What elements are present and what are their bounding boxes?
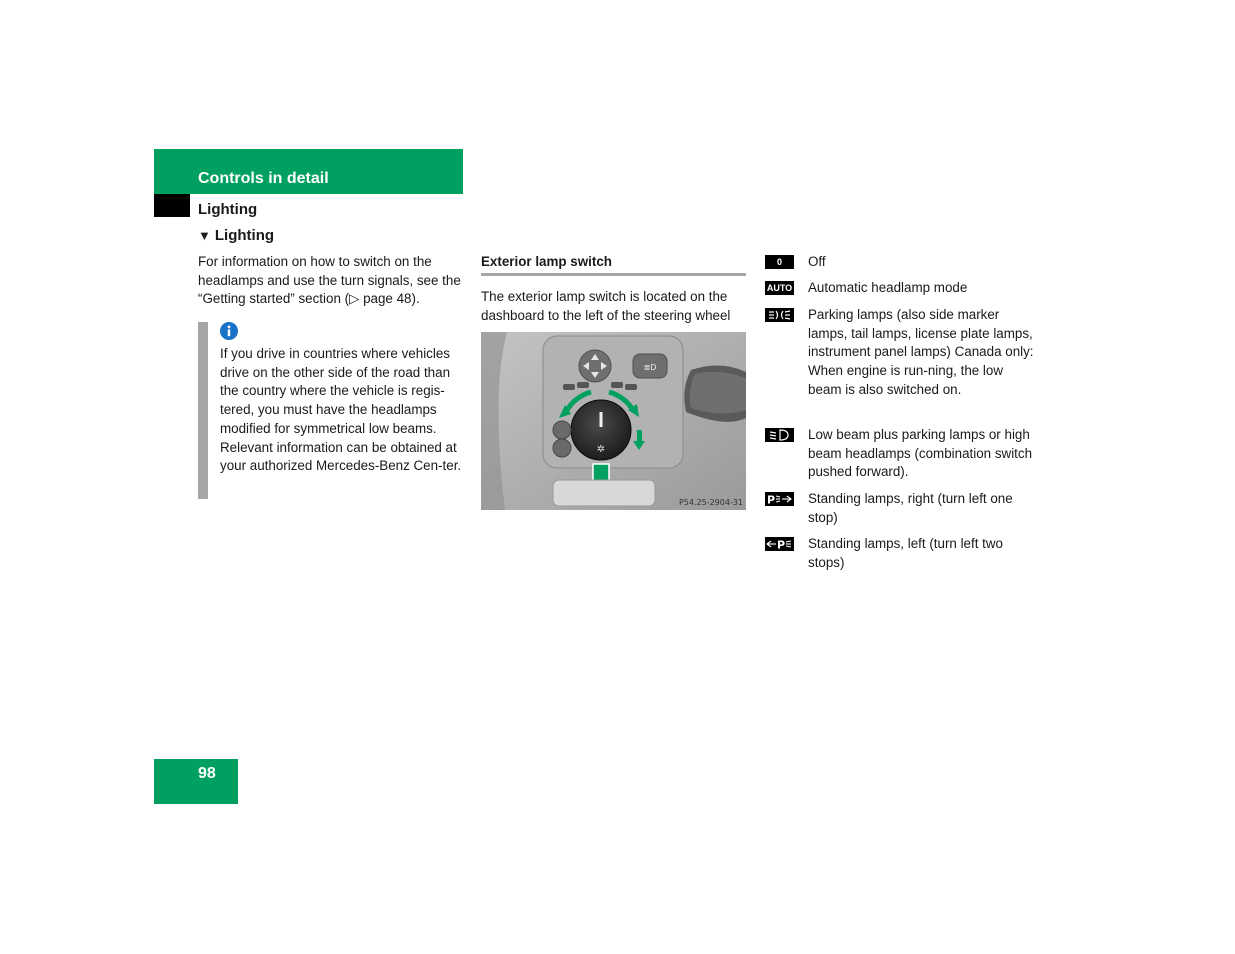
legend-item-text: Standing lamps, left (turn left two stops)	[808, 536, 1004, 570]
low-beam-symbol-icon	[765, 428, 794, 442]
svg-text:P: P	[777, 538, 786, 551]
photo-reference-code: P54.25-2904-31	[678, 498, 744, 507]
legend-item-text: Parking lamps (also side marker lamps, tail lamps, license plate lamps, instrument panel lamps) Canada only: When engine is run-ning, the low beam is also switched on.	[808, 307, 1034, 397]
svg-text:P: P	[767, 493, 776, 506]
legend-item-text: Low beam plus parking lamps or high beam headlamps (combination switch pushed forward).	[808, 427, 1033, 480]
exterior-lamp-description: The exterior lamp switch is located on the dashboard to the left of the steering wheel	[481, 289, 731, 323]
section-subtitle: Lighting	[198, 201, 258, 218]
off-symbol-icon: 0	[765, 255, 794, 269]
standing-lamps-left-symbol-icon	[765, 537, 794, 551]
legend-item-text: Automatic headlamp mode	[808, 280, 968, 295]
standing-lamps-right-symbol-icon	[765, 492, 794, 506]
section-tab	[154, 194, 190, 217]
info-note-text: If you drive in countries where vehicles drive on the other side of the road than the country where the vehicle is regis-tered, you must have the headlamps modified for symmetrical low beams. Relevant information can be obtained at your authorized Mercedes-Benz Cen-ter.	[220, 346, 462, 474]
page-number: 98	[198, 765, 216, 782]
section-heading	[198, 227, 274, 244]
svg-text:✲: ✲	[596, 444, 606, 455]
intro-paragraph: For information on how to switch on the headlamps and use the turn signals, see the “Getting started” section (▷ page 48).	[198, 254, 461, 307]
info-note-bar	[198, 322, 208, 499]
exterior-lamp-heading: Exterior lamp switch	[481, 254, 612, 269]
chapter-header	[154, 149, 463, 194]
heading-rule	[481, 273, 746, 276]
info-icon	[220, 322, 238, 340]
chapter-title: Controls in detail	[198, 170, 329, 187]
section-heading-text: Lighting	[214, 227, 275, 244]
legend-item-text: Standing lamps, right (turn left one stop)	[808, 491, 1013, 525]
svg-text:≣D: ≣D	[643, 363, 657, 372]
auto-symbol-icon: AUTO	[766, 283, 793, 293]
parking-lamps-symbol-icon	[765, 308, 794, 322]
info-note	[198, 322, 466, 499]
page-number-box	[154, 759, 238, 804]
triangle-marker-icon: ▼	[198, 228, 211, 243]
exterior-lamp-switch-photo	[481, 332, 746, 510]
legend-item-text: Off	[808, 254, 826, 269]
